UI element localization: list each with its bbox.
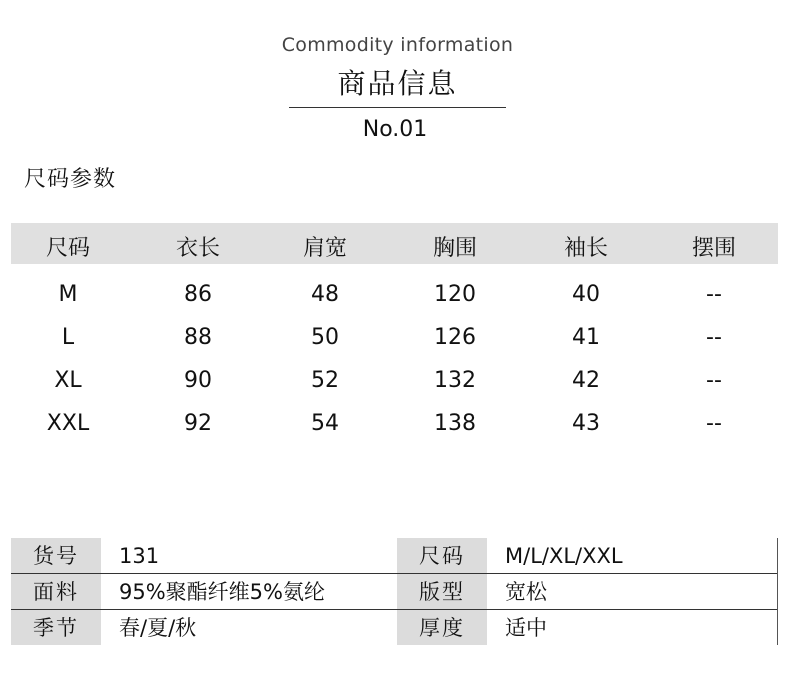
column-header-shoulder: 肩宽 <box>302 236 347 261</box>
table-cell: -- <box>706 411 722 436</box>
column-header-hem: 摆围 <box>691 236 736 261</box>
header-divider <box>289 107 506 108</box>
header-subtitle-en: Commodity information <box>281 34 514 56</box>
table-cell: XXL <box>46 411 90 436</box>
table-cell: XL <box>54 368 82 393</box>
table-cell: 92 <box>184 411 212 436</box>
table-cell: 132 <box>434 368 476 393</box>
table-cell: 88 <box>184 325 212 350</box>
column-header-sleeve: 袖长 <box>563 236 608 261</box>
table-cell: L <box>61 325 75 350</box>
info-value: M/L/XL/XXL <box>505 544 623 568</box>
info-row <box>11 538 778 574</box>
info-row <box>11 574 778 610</box>
info-value: 95%聚酯纤维5%氨纶 <box>119 580 325 604</box>
table-cell: -- <box>706 325 722 350</box>
info-value: 适中 <box>505 616 547 640</box>
table-row <box>11 276 778 316</box>
table-row <box>11 319 778 359</box>
table-right-border <box>777 538 778 645</box>
info-value: 131 <box>119 544 160 568</box>
table-cell: 52 <box>311 368 339 393</box>
info-label: 尺码 <box>397 538 487 574</box>
page-title: 商品信息 <box>337 67 458 100</box>
info-row <box>11 610 778 645</box>
info-label: 厚度 <box>397 610 487 645</box>
info-label: 货号 <box>11 538 101 574</box>
table-cell: 138 <box>434 411 476 436</box>
table-cell: 86 <box>184 282 212 307</box>
product-info-table <box>11 538 778 645</box>
table-cell: 48 <box>311 282 339 307</box>
table-cell: M <box>58 282 78 307</box>
table-cell: 42 <box>572 368 600 393</box>
info-label: 版型 <box>397 574 487 610</box>
table-cell: 41 <box>572 325 600 350</box>
column-header-length: 衣长 <box>175 236 220 261</box>
size-section-title: 尺码参数 <box>24 167 117 192</box>
size-table-header <box>11 223 778 264</box>
table-cell: 54 <box>311 411 339 436</box>
info-value: 宽松 <box>505 580 547 604</box>
table-row <box>11 405 778 445</box>
table-cell: 43 <box>572 411 600 436</box>
column-header-chest: 胸围 <box>432 236 477 261</box>
info-value: 春/夏/秋 <box>119 616 197 640</box>
table-cell: 90 <box>184 368 212 393</box>
column-header-size: 尺码 <box>45 236 90 261</box>
item-number: No.01 <box>362 117 428 142</box>
table-row <box>11 362 778 402</box>
table-cell: 126 <box>434 325 476 350</box>
table-cell: 50 <box>311 325 339 350</box>
table-cell: -- <box>706 282 722 307</box>
table-cell: 120 <box>434 282 476 307</box>
info-label: 面料 <box>11 574 101 610</box>
table-cell: -- <box>706 368 722 393</box>
table-cell: 40 <box>572 282 600 307</box>
info-label: 季节 <box>11 610 101 645</box>
